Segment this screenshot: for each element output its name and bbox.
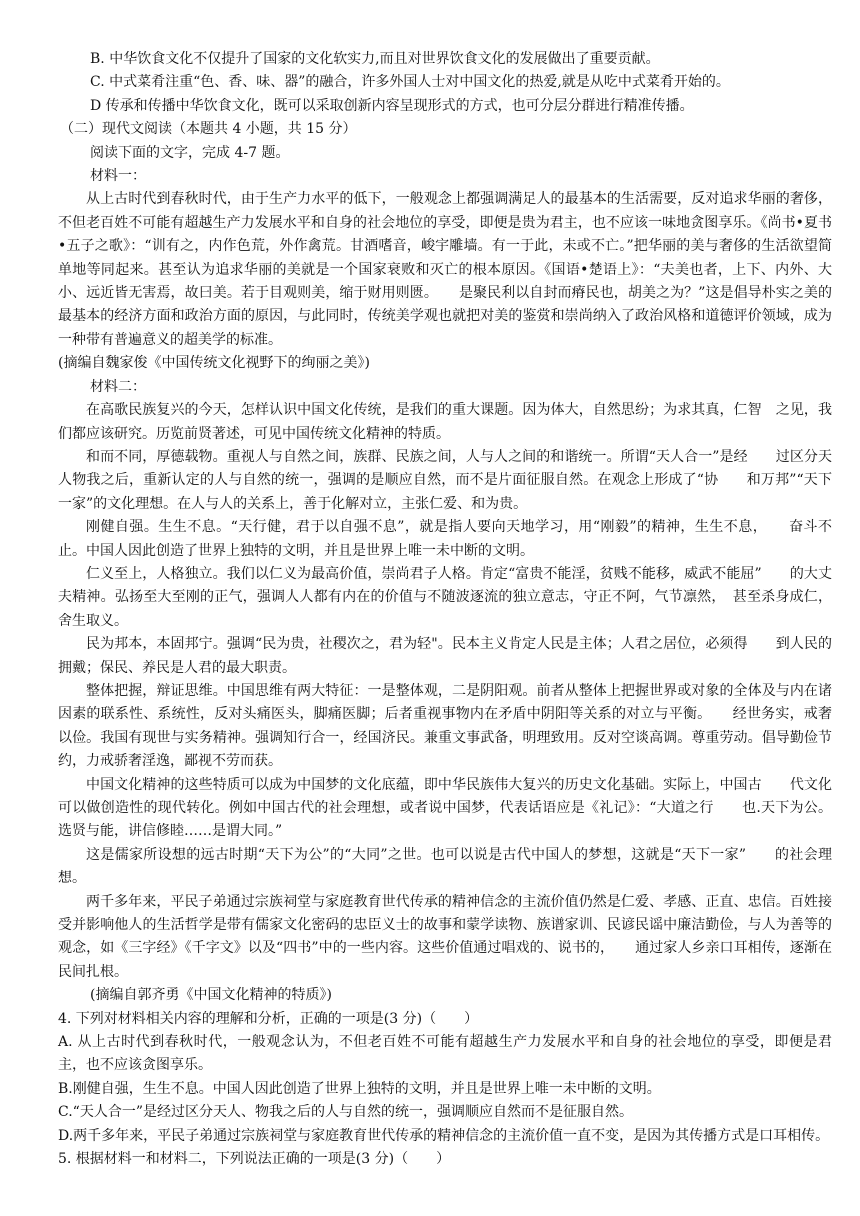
material1-source: (摘编自魏家俊《中国传统文化视野下的绚丽之美》) [58,355,370,372]
question-4-stem: 4. 下列对材料相关内容的理解和分析，正确的一项是(3 分)（ ） [58,1010,479,1027]
section-heading: （二）现代文阅读（本题共 4 小题，共 15 分） [60,121,357,138]
question-4-option-a: A. 从上古时代到春秋时代，一般观念认为，不但老百姓不可能有超越生产力发展水平和自身的社会地位的享受，即便是君主，也不应该贪图享乐。 [58,1034,832,1074]
material2-paragraph-7: 中国文化精神的这些特质可以成为中国梦的文化底蕴，即中华民族伟大复兴的历史文化基础。实际上，中国古 代文化可以做创造性的现代转化。例如中国古代的社会理想，或者说中国梦，代表话语应是《礼记》：“大道之行 也.天下为公。选贤与能，讲信修睦……是谓大同。” [58,776,832,840]
option-b-prev: B. 中华饮食文化不仅提升了国家的文化软实力,而且对世界饮食文化的发展做出了重要贡献。 [90,51,660,67]
question-5-stem: 5. 根据材料一和材料二，下列说法正确的一项是(3 分)（ ） [58,1151,451,1168]
material2-paragraph-8: 这是儒家所设想的远古时期“天下为公”的“大同”之世。也可以说是古代中国人的梦想，这就是“天下一家” 的社会理想。 [58,846,832,887]
material2-paragraph-6: 整体把握，辩证思维。中国思维有两大特征：一是整体观，二是阴阳观。前者从整体上把握世界或对象的全体及与内在诸因素的联系性、系统性，反对头痛医头，脚痛医脚；后者重视事物内在矛盾中阴阳等关系的对立与平衡。 经世务实，戒奢以俭。我国有现世与实务精神。强调知行合一，经国济民。兼重文事武备，明理致用。反对空谈高调。尊重劳动。倡导勤俭节约，力戒骄奢淫逸，鄙视不劳而获。 [58,682,832,770]
material1-paragraph: 从上古时代到春秋时代，由于生产力水平的低下，一般观念上都强调满足人的最基本的生活需要，反对追求华丽的奢侈，不但老百姓不可能有超越生产力发展水平和自身的社会地位的享受，即便是贵为君主，也不应该一味地贪图享乐。《尚书•夏书•五子之歌》：“训有之，内作色荒，外作禽荒。甘酒嗜音，峻宇雕墙。有一于此，未或不亡。”把华丽的美与奢侈的生活欲望简单地等同起来。甚至认为追求华丽的美就是一个国家衰败和灭亡的根本原因。《国语•楚语上》：“夫美也者，上下、内外、大小、远近皆无害焉，故曰美。若于目观则美，缩于财用则匮。 是聚民利以自封而瘠民也，胡美之为？”这是倡导朴实之美的最基本的经济方面和政治方面的原因，与此同时，传统美学观也就把对美的鉴赏和崇尚纳入了政治风格和道德评价领域，成为一种带有普遍意义的超美学的标准。 [58,191,832,348]
question-4-option-b: B.刚健自强，生生不息。中国人因此创造了世界上独特的文明，并且是世界上唯一未中断的文明。 [58,1080,661,1097]
material2-paragraph-3: 刚健自强。生生不息。“天行健，君于以自强不息”，就是指人要向天地学习，用“刚毅”的精神，生生不息， 奋斗不止。中国人因此创造了世界上独特的文明，并且是世界上唯一未中断的文明。 [58,519,832,559]
material2-paragraph-1: 在高歌民族复兴的今天，怎样认识中国文化传统，是我们的重大课题。因为体大，自然思纷；为求其真，仁智 之见，我们都应该研究。历览前贤著述，可见中国传统文化精神的特质。 [58,402,832,442]
material2-label: 材料二： [90,378,146,395]
material2-source: (摘编自郭齐勇《中国文化精神的特质》) [90,987,332,1004]
material2-paragraph-5: 民为邦本，本固邦宁。强调“民为贵，社稷次之，君为轻"。民本主义肯定人民是主体；人君之居位，必须得 到人民的拥戴；保民、养民是人君的最大职责。 [58,636,832,676]
option-c-prev: C. 中式菜肴注重“色、香、味、器”的融合，许多外国人士对中国文化的热爱,就是从吃中式菜肴开始的。 [90,74,730,91]
option-d-prev: D 传承和传播中华饮食文化，既可以采取创新内容呈现形式的方式，也可分层分群进行精准传播。 [90,97,694,114]
material2-paragraph-4: 仁义至上，人格独立。我们以仁义为最高价值，崇尚君子人格。肯定“富贵不能淫，贫贱不能移，威武不能屈” 的大丈夫精神。弘扬至大至刚的正气，强调人人都有内在的价值与不随波逐流的独立意志，守正不阿，气节凛然， 甚至杀身成仁，舍生取义。 [58,565,832,629]
section-instruction: 阅读下面的文字，完成 4-7 题。 [90,144,290,161]
material2-paragraph-2: 和而不同，厚德载物。重视人与自然之间，族群、民族之间，人与人之间的和谐统一。所谓“天人合一”是经 过区分天人物我之后，重新认定的人与自然的统一，强调的是顺应自然，而不是片面征服自然。在观念上形成了“协 和万邦”“天下一家”的文化理想。在人与人的关系上，善于化解对立，主张仁爱、和为贵。 [58,448,832,512]
question-4-option-d: D.两千多年来，平民子弟通过宗族祠堂与家庭教育世代传承的精神信念的主流价值一直不变，是因为其传播方式是口耳相传。 [58,1127,830,1144]
material2-paragraph-9: 两千多年来，平民子弟通过宗族祠堂与家庭教育世代传承的精神信念的主流价值仍然是仁爱、孝感、正直、忠信。百姓接受并影响他人的生活哲学是带有儒家文化密码的忠臣义士的故事和蒙学读物、族谱家训、民谚民谣中廉洁勤俭，与人为善等的观念，如《三字经》《千字文》以及“四书”中的一些内容。这些价值通过唱戏的、说书的， 通过家人乡亲口耳相传，逐渐在民间扎根。 [58,893,832,980]
material1-label: 材料一： [90,168,146,185]
question-4-option-c: C.“天人合一”是经过区分天人、物我之后的人与自然的统一，强调顺应自然而不是征服自然。 [58,1104,633,1121]
